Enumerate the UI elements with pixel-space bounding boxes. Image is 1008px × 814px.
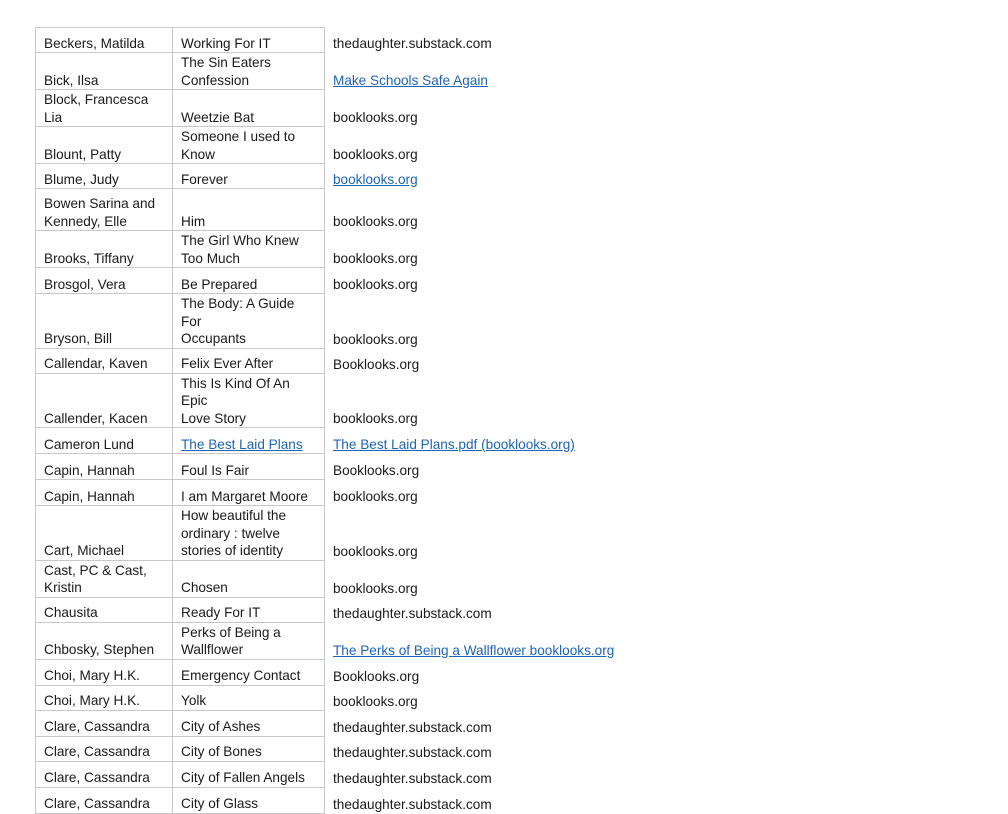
author-cell: Brosgol, Vera <box>36 268 173 294</box>
table-row <box>36 454 665 480</box>
author-cell: Capin, Hannah <box>36 480 173 506</box>
table-row <box>36 164 665 189</box>
table-row <box>36 710 665 736</box>
title-cell: Forever <box>173 164 325 189</box>
title-cell: How beautiful the ordinary : twelve stories of identity <box>173 506 325 561</box>
source-cell: booklooks.org <box>333 580 418 596</box>
author-cell: Block, Francesca Lia <box>36 90 173 127</box>
source-cell: booklooks.org <box>333 489 418 504</box>
author-cell: Chbosky, Stephen <box>36 622 173 659</box>
author-cell: Callendar, Kaven <box>36 348 173 373</box>
table-row <box>36 560 665 597</box>
author-cell: Clare, Cassandra <box>36 710 173 736</box>
source-cell: booklooks.org <box>333 277 418 292</box>
source-cell: booklooks.org <box>333 331 418 347</box>
title-cell: Working For IT <box>173 28 325 53</box>
title-cell: Weetzie Bat <box>173 90 325 127</box>
title-cell: Him <box>173 189 325 231</box>
author-cell: Bick, Ilsa <box>36 53 173 90</box>
table-row <box>36 53 665 90</box>
title-cell: Perks of Being a Wallflower <box>173 622 325 659</box>
source-cell: thedaughter.substack.com <box>333 744 492 760</box>
table-row <box>36 127 665 164</box>
title-cell: Be Prepared <box>173 268 325 294</box>
table-row <box>36 480 665 506</box>
table-row <box>36 736 665 761</box>
source-cell: booklooks.org <box>333 693 418 709</box>
author-cell: Clare, Cassandra <box>36 736 173 761</box>
table-row <box>36 622 665 659</box>
source-cell: booklooks.org <box>333 214 418 229</box>
source-cell: booklooks.org <box>333 543 418 559</box>
author-cell: Clare, Cassandra <box>36 787 173 813</box>
source-cell <box>325 164 665 189</box>
source-cell <box>325 53 665 90</box>
author-cell: Brooks, Tiffany <box>36 231 173 268</box>
author-cell: Clare, Cassandra <box>36 761 173 787</box>
source-cell: booklooks.org <box>333 411 418 426</box>
table-row <box>36 685 665 710</box>
table-row <box>36 28 665 53</box>
source-cell: thedaughter.substack.com <box>333 796 492 812</box>
source-cell: booklooks.org <box>333 110 418 125</box>
source-cell: thedaughter.substack.com <box>333 719 492 735</box>
source-cell <box>325 622 665 659</box>
title-link[interactable]: The Best Laid Plans <box>181 436 303 452</box>
author-cell: Callender, Kacen <box>36 373 173 428</box>
table-row <box>36 428 665 454</box>
title-cell: Ready For IT <box>173 597 325 622</box>
source-cell <box>325 428 665 454</box>
source-link[interactable]: The Perks of Being a Wallflower booklooks.org <box>333 642 615 658</box>
source-link[interactable]: booklooks.org <box>333 172 418 187</box>
title-cell: Yolk <box>173 685 325 710</box>
author-cell: Blount, Patty <box>36 127 173 164</box>
source-cell: Booklooks.org <box>333 668 420 684</box>
author-cell: Bryson, Bill <box>36 294 173 349</box>
author-cell: Cast, PC & Cast, Kristin <box>36 560 173 597</box>
source-cell: thedaughter.substack.com <box>333 36 492 51</box>
title-cell: City of Bones <box>173 736 325 761</box>
author-cell: Bowen Sarina and Kennedy, Elle <box>36 189 173 231</box>
title-cell: Chosen <box>173 560 325 597</box>
title-cell <box>173 428 325 454</box>
title-cell: Felix Ever After <box>173 348 325 373</box>
table-row <box>36 597 665 622</box>
title-cell: Foul Is Fair <box>173 454 325 480</box>
table-row <box>36 231 665 268</box>
table-row <box>36 294 665 349</box>
source-link[interactable]: Make Schools Safe Again <box>333 73 488 88</box>
table-row <box>36 373 665 428</box>
source-cell: booklooks.org <box>333 147 418 162</box>
title-cell: The Sin Eaters Confession <box>173 53 325 90</box>
table-row <box>36 268 665 294</box>
title-cell: The Body: A Guide For Occupants <box>173 294 325 349</box>
title-cell: I am Margaret Moore <box>173 480 325 506</box>
author-cell: Capin, Hannah <box>36 454 173 480</box>
source-cell: thedaughter.substack.com <box>333 605 492 621</box>
title-cell: Emergency Contact <box>173 659 325 685</box>
table-row <box>36 787 665 813</box>
title-cell: The Girl Who Knew Too Much <box>173 231 325 268</box>
author-cell: Cart, Michael <box>36 506 173 561</box>
source-link[interactable]: The Best Laid Plans.pdf (booklooks.org) <box>333 437 575 452</box>
author-cell: Choi, Mary H.K. <box>36 659 173 685</box>
table-row <box>36 506 665 561</box>
author-cell: Blume, Judy <box>36 164 173 189</box>
source-cell: Booklooks.org <box>333 463 420 478</box>
book-list-table <box>35 27 665 814</box>
title-cell: This Is Kind Of An Epic Love Story <box>173 373 325 428</box>
author-cell: Chausita <box>36 597 173 622</box>
table-row <box>36 348 665 373</box>
title-cell: City of Ashes <box>173 710 325 736</box>
table-row <box>36 189 665 231</box>
title-cell: City of Glass <box>173 787 325 813</box>
table-row <box>36 659 665 685</box>
title-cell: Someone I used to Know <box>173 127 325 164</box>
title-cell: City of Fallen Angels <box>173 761 325 787</box>
author-cell: Cameron Lund <box>36 428 173 454</box>
author-cell: Choi, Mary H.K. <box>36 685 173 710</box>
table-row <box>36 90 665 127</box>
book-list-body <box>36 28 665 814</box>
source-cell: thedaughter.substack.com <box>333 770 492 786</box>
source-cell: Booklooks.org <box>333 356 420 372</box>
source-cell: booklooks.org <box>333 251 418 266</box>
author-cell: Beckers, Matilda <box>36 28 173 53</box>
table-row <box>36 761 665 787</box>
